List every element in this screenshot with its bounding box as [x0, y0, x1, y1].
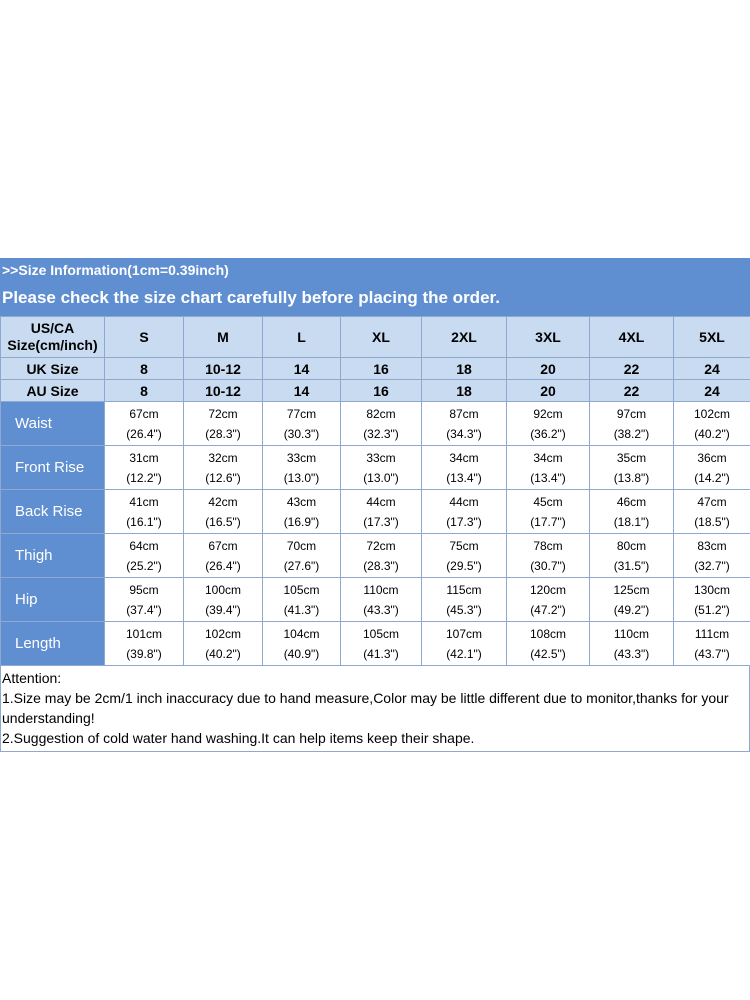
measurement-label: Waist: [1, 402, 105, 446]
inch-value: (40.2"): [694, 426, 730, 441]
measurement-cell: [422, 622, 507, 666]
inch-value: (40.9"): [283, 646, 320, 661]
measurement-cell: [674, 622, 750, 666]
inch-value: (40.2"): [205, 646, 241, 661]
size-cell: M: [184, 317, 263, 358]
measurement-cell: [341, 534, 422, 578]
measurement-label: Front Rise: [1, 446, 105, 490]
attention-note-2: 2.Suggestion of cold water hand washing.It can help items keep their shape.: [2, 730, 475, 746]
uk-size-cell: 10-12: [184, 358, 263, 380]
size-check-notice: Please check the size chart carefully before placing the order.: [2, 288, 500, 307]
inch-value: (45.3"): [446, 602, 482, 617]
inch-value: (13.4"): [446, 470, 482, 485]
measurement-cell: [341, 490, 422, 534]
inch-value: (41.3"): [363, 646, 399, 661]
cm-value: 102cm: [204, 626, 242, 641]
cm-value: 77cm: [286, 406, 317, 421]
size-cell: XL: [341, 317, 422, 358]
measurement-cell: [674, 402, 750, 446]
size-cell: 3XL: [507, 317, 590, 358]
inch-value: (39.4"): [205, 602, 241, 617]
measurement-cell: [590, 446, 674, 490]
measurement-row-back-rise: [1, 490, 750, 534]
measurement-cell: [105, 534, 184, 578]
inch-value: (17.7"): [530, 514, 566, 529]
cm-value: 92cm: [533, 406, 563, 421]
inch-value: (32.7"): [694, 558, 730, 573]
au-size-cell: 8: [105, 380, 184, 402]
uk-size-cell: 14: [263, 358, 341, 380]
cm-value: 104cm: [283, 626, 320, 641]
measurement-cell: [341, 402, 422, 446]
cm-value: 41cm: [129, 494, 159, 509]
cm-value: 34cm: [533, 450, 563, 465]
cm-value: 46cm: [616, 494, 647, 509]
inch-value: (47.2"): [530, 602, 566, 617]
measurement-row-hip: [1, 578, 750, 622]
inch-value: (51.2"): [694, 602, 730, 617]
uk-size-cell: 8: [105, 358, 184, 380]
measurement-cell: [184, 622, 263, 666]
size-cell: 2XL: [422, 317, 507, 358]
inch-value: (43.7"): [694, 646, 730, 661]
cm-value: 64cm: [129, 538, 159, 553]
measurement-cell: [105, 446, 184, 490]
measurement-cell: [263, 446, 341, 490]
au-size-cell: 22: [590, 380, 674, 402]
cm-value: 31cm: [129, 450, 159, 465]
inch-value: (32.3"): [363, 426, 399, 441]
measurement-label: Length: [1, 622, 105, 666]
inch-value: (30.3"): [283, 426, 320, 441]
au-size-cell: 24: [674, 380, 750, 402]
cm-value: 67cm: [208, 538, 238, 553]
measurement-cell: [507, 622, 590, 666]
inch-value: (42.5"): [530, 646, 566, 661]
size-cell: S: [105, 317, 184, 358]
cm-value: 70cm: [286, 538, 317, 553]
inch-value: (31.5"): [613, 558, 650, 573]
inch-value: (38.2"): [613, 426, 650, 441]
inch-value: (34.3"): [446, 426, 482, 441]
cm-value: 115cm: [446, 582, 482, 597]
us-size-row: [1, 317, 750, 358]
measurement-cell: [507, 534, 590, 578]
au-size-cell: 18: [422, 380, 507, 402]
uk-size-label: UK Size: [1, 358, 105, 380]
inch-value: (16.5"): [205, 514, 241, 529]
inch-value: (27.6"): [283, 558, 320, 573]
au-size-cell: 10-12: [184, 380, 263, 402]
inch-value: (16.9"): [283, 514, 320, 529]
cm-value: 45cm: [533, 494, 563, 509]
measurement-cell: [341, 446, 422, 490]
us-ca-label: US/CA: [30, 320, 75, 336]
cm-value: 108cm: [529, 626, 567, 641]
cm-value: 110cm: [363, 582, 399, 597]
cm-value: 72cm: [208, 406, 238, 421]
measurement-cell: [590, 402, 674, 446]
measurement-cell: [590, 534, 674, 578]
cm-value: 72cm: [366, 538, 396, 553]
size-info-title: >>Size Information(1cm=0.39inch): [2, 262, 229, 278]
measurement-cell: [263, 622, 341, 666]
measurement-cell: [184, 402, 263, 446]
measurement-cell: [184, 578, 263, 622]
au-size-row: [1, 380, 750, 402]
cm-value: 32cm: [208, 450, 238, 465]
measurement-row-front-rise: [1, 446, 750, 490]
cm-value: 87cm: [449, 406, 479, 421]
inch-value: (17.3"): [446, 514, 482, 529]
inch-value: (25.2"): [126, 558, 162, 573]
inch-value: (28.3"): [205, 426, 241, 441]
measurement-cell: [422, 490, 507, 534]
cm-value: 35cm: [616, 450, 647, 465]
inch-value: (43.3"): [363, 602, 399, 617]
cm-value: 78cm: [533, 538, 563, 553]
measurement-cell: [105, 578, 184, 622]
cm-value: 42cm: [208, 494, 238, 509]
measurement-cell: [674, 490, 750, 534]
uk-size-cell: 16: [341, 358, 422, 380]
inch-value: (17.3"): [363, 514, 399, 529]
measurement-cell: [184, 446, 263, 490]
cm-value: 36cm: [697, 450, 727, 465]
cm-value: 125cm: [613, 582, 650, 597]
cm-value: 110cm: [613, 626, 650, 641]
inch-value: (13.0"): [283, 470, 320, 485]
inch-value: (39.8"): [126, 646, 162, 661]
au-size-cell: 20: [507, 380, 590, 402]
measurement-cell: [263, 534, 341, 578]
cm-value: 83cm: [697, 538, 727, 553]
inch-value: (28.3"): [363, 558, 399, 573]
measurement-cell: [674, 446, 750, 490]
cm-value: 44cm: [366, 494, 396, 509]
measurement-label: Back Rise: [1, 490, 105, 534]
inch-value: (26.4"): [126, 426, 162, 441]
size-info-banner: [0, 258, 750, 316]
attention-notes: [0, 666, 750, 752]
measurement-cell: [507, 490, 590, 534]
cm-value: 82cm: [366, 406, 396, 421]
cm-value: 97cm: [616, 406, 647, 421]
cm-value: 105cm: [283, 582, 320, 597]
measurement-cell: [590, 490, 674, 534]
cm-value: 43cm: [286, 494, 317, 509]
size-cell: L: [263, 317, 341, 358]
size-chart: [0, 258, 750, 752]
measurement-cell: [105, 490, 184, 534]
measurement-cell: [674, 534, 750, 578]
inch-value: (41.3"): [283, 602, 320, 617]
cm-value: 102cm: [693, 406, 731, 421]
measurement-cell: [263, 402, 341, 446]
cm-value: 80cm: [616, 538, 647, 553]
size-cell: 5XL: [674, 317, 750, 358]
measurement-cell: [105, 402, 184, 446]
cm-value: 130cm: [693, 582, 731, 597]
cm-value: 105cm: [362, 626, 400, 641]
cm-value: 107cm: [445, 626, 483, 641]
measurement-cell: [341, 622, 422, 666]
measurement-cell: [507, 402, 590, 446]
measurement-cell: [507, 578, 590, 622]
inch-value: (12.2"): [126, 470, 162, 485]
measurement-cell: [184, 490, 263, 534]
measurement-cell: [341, 578, 422, 622]
cm-value: 95cm: [129, 582, 159, 597]
attention-note-1: 1.Size may be 2cm/1 inch inaccuracy due to hand measure,Color may be little different due to monitor,thanks for your understanding!: [2, 690, 729, 726]
inch-value: (13.0"): [363, 470, 399, 485]
uk-size-row: [1, 358, 750, 380]
cm-value: 75cm: [449, 538, 479, 553]
cm-value: 34cm: [449, 450, 479, 465]
cm-value: 120cm: [529, 582, 567, 597]
measurement-cell: [422, 402, 507, 446]
cm-value: 33cm: [286, 450, 317, 465]
inch-value: (26.4"): [205, 558, 241, 573]
measurement-row-thigh: [1, 534, 750, 578]
cm-value: 111cm: [694, 626, 730, 641]
measurement-cell: [590, 622, 674, 666]
measurement-cell: [422, 578, 507, 622]
inch-value: (18.5"): [694, 514, 730, 529]
size-unit-label: Size(cm/inch): [7, 337, 98, 353]
measurement-cell: [674, 578, 750, 622]
inch-value: (42.1"): [446, 646, 482, 661]
inch-value: (37.4"): [126, 602, 162, 617]
measurement-cell: [105, 622, 184, 666]
uk-size-cell: 20: [507, 358, 590, 380]
au-size-cell: 14: [263, 380, 341, 402]
measurement-row-length: [1, 622, 750, 666]
size-table: [0, 316, 750, 666]
measurement-cell: [263, 578, 341, 622]
cm-value: 44cm: [449, 494, 479, 509]
uk-size-cell: 22: [590, 358, 674, 380]
measurement-row-waist: [1, 402, 750, 446]
measurement-cell: [422, 534, 507, 578]
inch-value: (49.2"): [613, 602, 650, 617]
inch-value: (36.2"): [530, 426, 566, 441]
inch-value: (13.4"): [530, 470, 566, 485]
size-cell: 4XL: [590, 317, 674, 358]
inch-value: (43.3"): [613, 646, 650, 661]
cm-value: 47cm: [697, 494, 727, 509]
measurement-cell: [263, 490, 341, 534]
measurement-cell: [422, 446, 507, 490]
inch-value: (14.2"): [694, 470, 730, 485]
attention-title: Attention:: [2, 670, 62, 686]
inch-value: (16.1"): [126, 514, 162, 529]
uk-size-cell: 18: [422, 358, 507, 380]
us-size-label: [1, 317, 105, 358]
measurement-label: Hip: [1, 578, 105, 622]
cm-value: 100cm: [204, 582, 242, 597]
cm-value: 67cm: [129, 406, 159, 421]
measurement-cell: [184, 534, 263, 578]
inch-value: (30.7"): [530, 558, 566, 573]
inch-value: (12.6"): [205, 470, 241, 485]
uk-size-cell: 24: [674, 358, 750, 380]
inch-value: (29.5"): [446, 558, 482, 573]
inch-value: (18.1"): [613, 514, 650, 529]
cm-value: 101cm: [125, 626, 163, 641]
measurement-cell: [590, 578, 674, 622]
cm-value: 33cm: [366, 450, 396, 465]
au-size-label: AU Size: [1, 380, 105, 402]
au-size-cell: 16: [341, 380, 422, 402]
measurement-cell: [507, 446, 590, 490]
inch-value: (13.8"): [613, 470, 650, 485]
measurement-label: Thigh: [1, 534, 105, 578]
